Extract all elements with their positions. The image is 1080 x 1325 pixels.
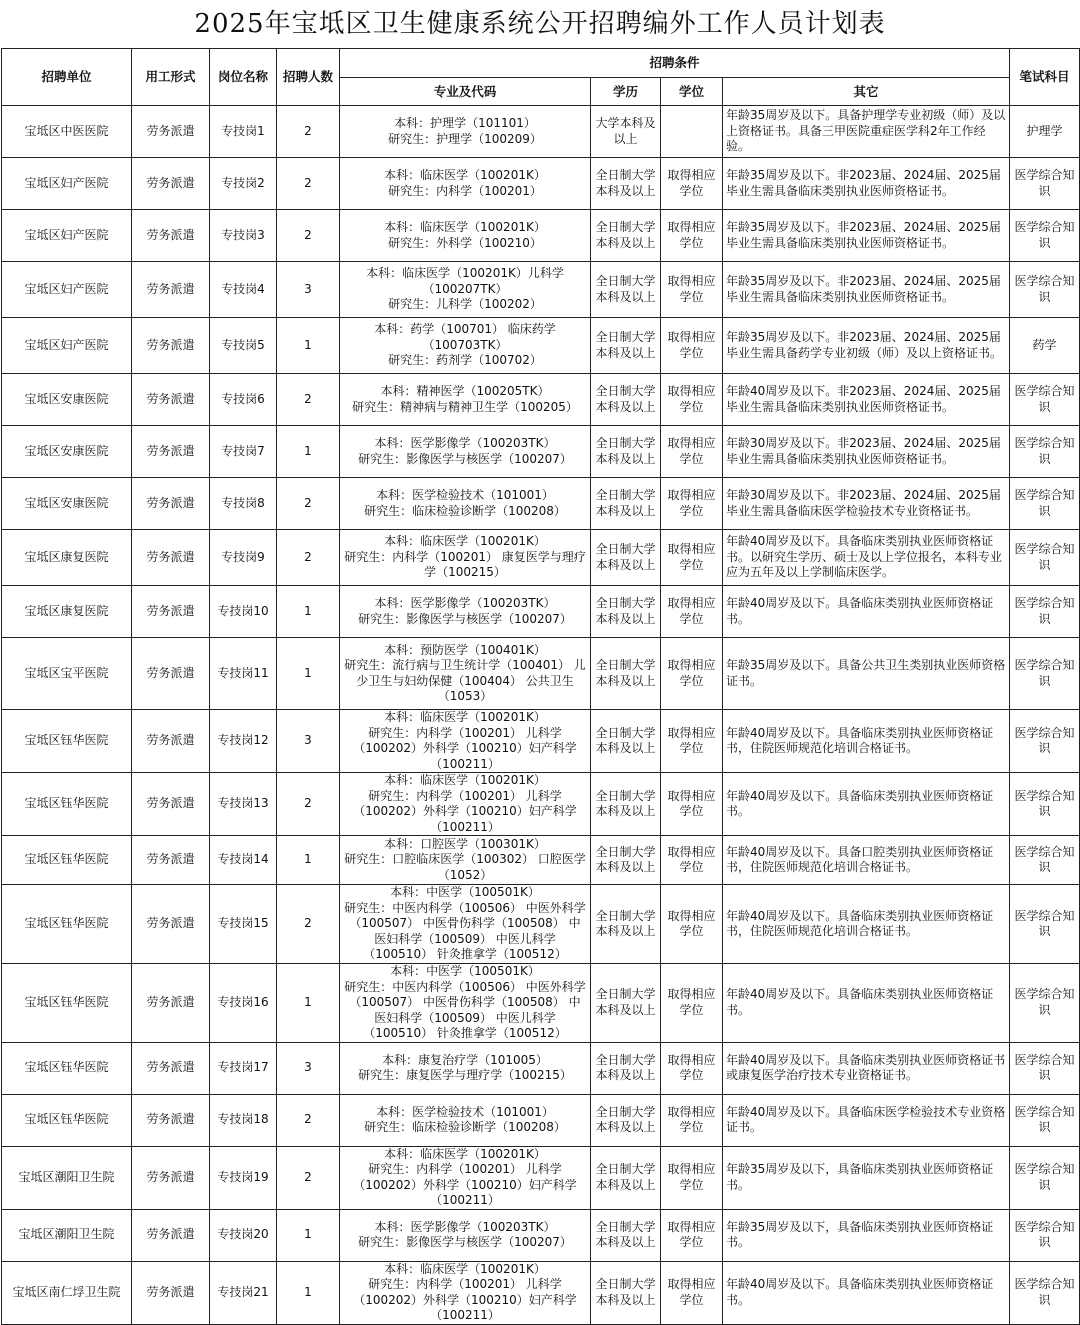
cell-post: 专技岗4 bbox=[210, 262, 277, 318]
table-row bbox=[2, 262, 1080, 318]
cell-other: 年龄35周岁及以下。非2023届、2024届、2025届毕业生需具备临床类别执业医师资格证书。 bbox=[723, 210, 1010, 262]
cell-form: 劳务派遣 bbox=[132, 158, 210, 210]
cell-post: 专技岗10 bbox=[210, 586, 277, 638]
cell-unit: 宝坻区潮阳卫生院 bbox=[2, 1209, 132, 1261]
cell-exam: 医学综合知识 bbox=[1010, 964, 1080, 1043]
cell-degree bbox=[661, 106, 723, 158]
cell-edu: 全日制大学本科及以上 bbox=[591, 964, 661, 1043]
cell-unit: 宝坻区妇产医院 bbox=[2, 318, 132, 374]
major-undergrad-line: 本科：医学影像学（100203TK） bbox=[374, 596, 556, 610]
cell-post: 专技岗17 bbox=[210, 1042, 277, 1094]
cell-unit: 宝坻区钰华医院 bbox=[2, 710, 132, 773]
cell-count: 1 bbox=[277, 426, 340, 478]
cell-exam: 医学综合知识 bbox=[1010, 530, 1080, 586]
cell-exam: 医学综合知识 bbox=[1010, 836, 1080, 885]
table-row bbox=[2, 318, 1080, 374]
cell-degree: 取得相应学位 bbox=[661, 1094, 723, 1146]
header-conditions: 招聘条件 bbox=[340, 49, 1010, 78]
major-postgrad-line: 研究生：康复医学与理疗学（100215） bbox=[358, 1068, 572, 1082]
cell-form: 劳务派遣 bbox=[132, 478, 210, 530]
cell-degree: 取得相应学位 bbox=[661, 158, 723, 210]
major-undergrad-line: 本科：临床医学（100201K） bbox=[384, 168, 546, 182]
table-row bbox=[2, 885, 1080, 964]
cell-major bbox=[340, 1261, 591, 1324]
cell-unit: 宝坻区潮阳卫生院 bbox=[2, 1146, 132, 1209]
cell-post: 专技岗13 bbox=[210, 773, 277, 836]
cell-count: 3 bbox=[277, 710, 340, 773]
cell-exam: 医学综合知识 bbox=[1010, 374, 1080, 426]
cell-major bbox=[340, 1094, 591, 1146]
cell-exam: 医学综合知识 bbox=[1010, 478, 1080, 530]
cell-edu: 全日制大学本科及以上 bbox=[591, 885, 661, 964]
table-row bbox=[2, 426, 1080, 478]
cell-edu: 全日制大学本科及以上 bbox=[591, 530, 661, 586]
cell-other: 年龄35周岁及以下。具备公共卫生类别执业医师资格证书。 bbox=[723, 638, 1010, 710]
cell-count: 1 bbox=[277, 1261, 340, 1324]
major-undergrad-line: 本科：预防医学（100401K） bbox=[384, 642, 546, 657]
cell-post: 专技岗20 bbox=[210, 1209, 277, 1261]
cell-major bbox=[340, 318, 591, 374]
cell-major bbox=[340, 885, 591, 964]
page-title: 2025年宝坻区卫生健康系统公开招聘编外工作人员计划表 bbox=[194, 9, 886, 39]
cell-degree: 取得相应学位 bbox=[661, 964, 723, 1043]
cell-exam: 医学综合知识 bbox=[1010, 638, 1080, 710]
cell-unit: 宝坻区钰华医院 bbox=[2, 885, 132, 964]
cell-unit: 宝坻区妇产医院 bbox=[2, 158, 132, 210]
major-postgrad-line: 研究生：内科学（100201） 儿科学（100202）外科学（100210）妇产科学（100211） bbox=[353, 1162, 577, 1207]
cell-unit: 宝坻区钰华医院 bbox=[2, 836, 132, 885]
cell-unit: 宝坻区安康医院 bbox=[2, 426, 132, 478]
cell-post: 专技岗12 bbox=[210, 710, 277, 773]
table-row bbox=[2, 586, 1080, 638]
major-postgrad-line: 研究生：内科学（100201） 儿科学（100202）外科学（100210）妇产科学（100211） bbox=[353, 725, 577, 771]
header-major: 专业及代码 bbox=[340, 78, 591, 106]
cell-count: 2 bbox=[277, 1146, 340, 1209]
cell-other: 年龄35周岁及以下，具备临床类别执业医师资格证书。 bbox=[723, 1209, 1010, 1261]
cell-degree: 取得相应学位 bbox=[661, 836, 723, 885]
table-row bbox=[2, 210, 1080, 262]
cell-count: 2 bbox=[277, 374, 340, 426]
major-postgrad-line: 研究生：影像医学与核医学（100207） bbox=[358, 611, 572, 626]
cell-post: 专技岗16 bbox=[210, 964, 277, 1043]
cell-degree: 取得相应学位 bbox=[661, 318, 723, 374]
cell-unit: 宝坻区康复医院 bbox=[2, 530, 132, 586]
cell-other: 年龄40周岁及以下。具备口腔类别执业医师资格证书，住院医师规范化培训合格证书。 bbox=[723, 836, 1010, 885]
cell-major bbox=[340, 1209, 591, 1261]
cell-edu: 全日制大学本科及以上 bbox=[591, 318, 661, 374]
cell-exam: 医学综合知识 bbox=[1010, 773, 1080, 836]
cell-count: 1 bbox=[277, 1209, 340, 1261]
cell-exam: 医学综合知识 bbox=[1010, 710, 1080, 773]
major-postgrad-line: 研究生：内科学（100201） 康复医学与理疗学（100215） bbox=[344, 549, 586, 580]
major-undergrad-line: 本科：口腔医学（100301K） bbox=[384, 836, 546, 851]
cell-degree: 取得相应学位 bbox=[661, 1209, 723, 1261]
cell-major bbox=[340, 586, 591, 638]
cell-major bbox=[340, 773, 591, 836]
cell-form: 劳务派遣 bbox=[132, 586, 210, 638]
header-exam: 笔试科目 bbox=[1010, 49, 1080, 106]
cell-post: 专技岗18 bbox=[210, 1094, 277, 1146]
header-count: 招聘人数 bbox=[277, 49, 340, 106]
major-undergrad-line: 本科：康复治疗学（101005） bbox=[382, 1052, 548, 1067]
cell-edu: 全日制大学本科及以上 bbox=[591, 586, 661, 638]
cell-major bbox=[340, 374, 591, 426]
cell-count: 2 bbox=[277, 478, 340, 530]
major-postgrad-line: 研究生：护理学（100209） bbox=[388, 131, 542, 146]
recruitment-plan-table bbox=[1, 48, 1080, 1325]
cell-count: 2 bbox=[277, 530, 340, 586]
cell-other: 年龄30周岁及以下。非2023届、2024届、2025届毕业生需具备临床类别执业医师资格证书。 bbox=[723, 426, 1010, 478]
cell-major bbox=[340, 478, 591, 530]
major-postgrad-line: 研究生：口腔临床医学（100302） 口腔医学（1052） bbox=[344, 852, 586, 882]
cell-degree: 取得相应学位 bbox=[661, 426, 723, 478]
major-postgrad-line: 研究生：流行病与卫生统计学（100401） 儿少卫生与妇幼保健（100404） 公共卫生（1053） bbox=[344, 658, 586, 703]
cell-unit: 宝坻区钰华医院 bbox=[2, 1042, 132, 1094]
cell-other: 年龄40周岁及以下。具备临床类别执业医师资格证书。 bbox=[723, 964, 1010, 1043]
table-row bbox=[2, 710, 1080, 773]
cell-unit: 宝坻区康复医院 bbox=[2, 586, 132, 638]
cell-degree: 取得相应学位 bbox=[661, 1261, 723, 1324]
major-postgrad-line: 研究生：中医内科学（100506） 中医外科学（100507） 中医骨伤科学（100508） 中医妇科学（100509） 中医儿科学（100510） 针灸推拿学（100512） bbox=[344, 900, 586, 962]
cell-edu: 全日制大学本科及以上 bbox=[591, 1209, 661, 1261]
cell-form: 劳务派遣 bbox=[132, 1261, 210, 1324]
cell-form: 劳务派遣 bbox=[132, 710, 210, 773]
cell-exam: 医学综合知识 bbox=[1010, 885, 1080, 964]
cell-edu: 全日制大学本科及以上 bbox=[591, 1042, 661, 1094]
cell-degree: 取得相应学位 bbox=[661, 374, 723, 426]
table-row bbox=[2, 1209, 1080, 1261]
cell-post: 专技岗6 bbox=[210, 374, 277, 426]
cell-other: 年龄40周岁及以下。具备临床医学检验技术专业资格证书。 bbox=[723, 1094, 1010, 1146]
cell-post: 专技岗11 bbox=[210, 638, 277, 710]
cell-unit: 宝坻区安康医院 bbox=[2, 374, 132, 426]
cell-exam: 医学综合知识 bbox=[1010, 262, 1080, 318]
cell-other: 年龄30周岁及以下。非2023届、2024届、2025届毕业生需具备临床医学检验技术专业资格证书。 bbox=[723, 478, 1010, 530]
cell-unit: 宝坻区钰华医院 bbox=[2, 773, 132, 836]
cell-unit: 宝坻区妇产医院 bbox=[2, 262, 132, 318]
table-row bbox=[2, 638, 1080, 710]
cell-other: 年龄40周岁及以下。具备临床类别执业医师资格证书或康复医学治疗技术专业资格证书。 bbox=[723, 1042, 1010, 1094]
major-undergrad-line: 本科：临床医学（100201K） bbox=[384, 773, 546, 787]
cell-unit: 宝坻区妇产医院 bbox=[2, 210, 132, 262]
cell-degree: 取得相应学位 bbox=[661, 885, 723, 964]
cell-unit: 宝坻区钰华医院 bbox=[2, 964, 132, 1043]
cell-count: 3 bbox=[277, 1042, 340, 1094]
major-undergrad-line: 本科：医学检验技术（101001） bbox=[376, 1104, 554, 1119]
table-row bbox=[2, 1042, 1080, 1094]
table-body bbox=[2, 106, 1080, 1325]
cell-major bbox=[340, 262, 591, 318]
major-undergrad-line: 本科：临床医学（100201K） bbox=[384, 1261, 546, 1276]
major-undergrad-line: 本科：护理学（101101） bbox=[394, 116, 536, 130]
major-postgrad-line: 研究生：影像医学与核医学（100207） bbox=[358, 1235, 572, 1249]
cell-form: 劳务派遣 bbox=[132, 836, 210, 885]
cell-exam: 医学综合知识 bbox=[1010, 210, 1080, 262]
table-row bbox=[2, 158, 1080, 210]
cell-post: 专技岗5 bbox=[210, 318, 277, 374]
cell-post: 专技岗7 bbox=[210, 426, 277, 478]
header-other: 其它 bbox=[723, 78, 1010, 106]
table-row bbox=[2, 1261, 1080, 1324]
cell-degree: 取得相应学位 bbox=[661, 1042, 723, 1094]
cell-major bbox=[340, 836, 591, 885]
cell-other: 年龄40周岁及以下。具备临床类别执业医师资格证书，住院医师规范化培训合格证书。 bbox=[723, 885, 1010, 964]
table-row bbox=[2, 964, 1080, 1043]
cell-edu: 全日制大学本科及以上 bbox=[591, 1146, 661, 1209]
cell-form: 劳务派遣 bbox=[132, 1042, 210, 1094]
cell-exam: 医学综合知识 bbox=[1010, 1042, 1080, 1094]
cell-major bbox=[340, 210, 591, 262]
cell-exam: 医学综合知识 bbox=[1010, 1146, 1080, 1209]
major-postgrad-line: 研究生：中医内科学（100506） 中医外科学（100507） 中医骨伤科学（100508） 中医妇科学（100509） 中医儿科学（100510） 针灸推拿学（100512） bbox=[344, 979, 586, 1040]
cell-count: 1 bbox=[277, 836, 340, 885]
cell-post: 专技岗1 bbox=[210, 106, 277, 158]
cell-other: 年龄35周岁及以下，具备临床类别执业医师资格证书。 bbox=[723, 1146, 1010, 1209]
cell-post: 专技岗19 bbox=[210, 1146, 277, 1209]
cell-other: 年龄40周岁及以下。具备临床类别执业医师资格证书。 bbox=[723, 586, 1010, 638]
major-postgrad-line: 研究生：临床检验诊断学（100208） bbox=[364, 503, 566, 518]
major-undergrad-line: 本科：药学（100701） 临床药学（100703TK） bbox=[374, 322, 556, 352]
cell-other: 年龄35周岁及以下。非2023届、2024届、2025届毕业生需具备临床类别执业医师资格证书。 bbox=[723, 262, 1010, 318]
major-postgrad-line: 研究生：精神病与精神卫生学（100205） bbox=[352, 399, 578, 414]
cell-unit: 宝坻区安康医院 bbox=[2, 478, 132, 530]
cell-major bbox=[340, 710, 591, 773]
major-postgrad-line: 研究生：药剂学（100702） bbox=[388, 353, 542, 368]
header-post: 岗位名称 bbox=[210, 49, 277, 106]
cell-major bbox=[340, 158, 591, 210]
cell-degree: 取得相应学位 bbox=[661, 262, 723, 318]
table-row bbox=[2, 478, 1080, 530]
major-undergrad-line: 本科：中医学（100501K） bbox=[390, 885, 540, 900]
cell-edu: 全日制大学本科及以上 bbox=[591, 638, 661, 710]
cell-count: 2 bbox=[277, 1094, 340, 1146]
table-row bbox=[2, 530, 1080, 586]
cell-other: 年龄35周岁及以下。非2023届、2024届、2025届毕业生需具备药学专业初级（师）及以上资格证书。 bbox=[723, 318, 1010, 374]
cell-unit: 宝坻区宝平医院 bbox=[2, 638, 132, 710]
cell-other: 年龄35周岁及以下。非2023届、2024届、2025届毕业生需具备临床类别执业医师资格证书。 bbox=[723, 158, 1010, 210]
cell-post: 专技岗15 bbox=[210, 885, 277, 964]
cell-count: 1 bbox=[277, 964, 340, 1043]
major-postgrad-line: 研究生：内科学（100201） bbox=[388, 183, 542, 198]
cell-edu: 全日制大学本科及以上 bbox=[591, 1261, 661, 1324]
cell-form: 劳务派遣 bbox=[132, 210, 210, 262]
cell-post: 专技岗8 bbox=[210, 478, 277, 530]
cell-form: 劳务派遣 bbox=[132, 374, 210, 426]
cell-post: 专技岗14 bbox=[210, 836, 277, 885]
cell-exam: 药学 bbox=[1010, 318, 1080, 374]
cell-major bbox=[340, 530, 591, 586]
cell-other: 年龄40周岁及以下。具备临床类别执业医师资格证书。以研究生学历、硕士及以上学位报名，本科专业应为五年及以上学制临床医学。 bbox=[723, 530, 1010, 586]
cell-edu: 全日制大学本科及以上 bbox=[591, 158, 661, 210]
major-undergrad-line: 本科：中医学（100501K） bbox=[390, 964, 540, 978]
cell-edu: 全日制大学本科及以上 bbox=[591, 478, 661, 530]
major-undergrad-line: 本科：临床医学（100201K） bbox=[384, 1146, 546, 1161]
cell-post: 专技岗3 bbox=[210, 210, 277, 262]
major-postgrad-line: 研究生：内科学（100201） 儿科学（100202）外科学（100210）妇产科学（100211） bbox=[353, 1277, 577, 1322]
cell-edu: 全日制大学本科及以上 bbox=[591, 773, 661, 836]
cell-count: 1 bbox=[277, 638, 340, 710]
cell-unit: 宝坻区中医医院 bbox=[2, 106, 132, 158]
cell-count: 2 bbox=[277, 106, 340, 158]
cell-major bbox=[340, 964, 591, 1043]
cell-exam: 医学综合知识 bbox=[1010, 1094, 1080, 1146]
cell-edu: 全日制大学本科及以上 bbox=[591, 426, 661, 478]
table-row bbox=[2, 374, 1080, 426]
cell-exam: 医学综合知识 bbox=[1010, 586, 1080, 638]
cell-form: 劳务派遣 bbox=[132, 530, 210, 586]
cell-unit: 宝坻区钰华医院 bbox=[2, 1094, 132, 1146]
cell-form: 劳务派遣 bbox=[132, 106, 210, 158]
cell-exam: 护理学 bbox=[1010, 106, 1080, 158]
major-undergrad-line: 本科：医学检验技术（101001） bbox=[376, 488, 554, 502]
cell-degree: 取得相应学位 bbox=[661, 210, 723, 262]
cell-degree: 取得相应学位 bbox=[661, 1146, 723, 1209]
table-row bbox=[2, 836, 1080, 885]
major-undergrad-line: 本科：医学影像学（100203TK） bbox=[374, 436, 556, 450]
cell-post: 专技岗21 bbox=[210, 1261, 277, 1324]
cell-major bbox=[340, 106, 591, 158]
cell-count: 1 bbox=[277, 318, 340, 374]
cell-form: 劳务派遣 bbox=[132, 773, 210, 836]
table-header bbox=[2, 49, 1080, 106]
cell-other: 年龄40周岁及以下。具备临床类别执业医师资格证书。 bbox=[723, 1261, 1010, 1324]
cell-degree: 取得相应学位 bbox=[661, 586, 723, 638]
cell-count: 2 bbox=[277, 885, 340, 964]
cell-form: 劳务派遣 bbox=[132, 1094, 210, 1146]
cell-edu: 全日制大学本科及以上 bbox=[591, 710, 661, 773]
cell-exam: 医学综合知识 bbox=[1010, 426, 1080, 478]
header-degree: 学位 bbox=[661, 78, 723, 106]
cell-other: 年龄40周岁及以下。具备临床类别执业医师资格证书，住院医师规范化培训合格证书。 bbox=[723, 710, 1010, 773]
major-undergrad-line: 本科：精神医学（100205TK） bbox=[380, 384, 550, 398]
cell-form: 劳务派遣 bbox=[132, 885, 210, 964]
cell-other: 年龄40周岁及以下。具备临床类别执业医师资格证书。 bbox=[723, 773, 1010, 836]
table-row bbox=[2, 1094, 1080, 1146]
cell-unit: 宝坻区南仁垺卫生院 bbox=[2, 1261, 132, 1324]
header-edu: 学历 bbox=[591, 78, 661, 106]
major-postgrad-line: 研究生：内科学（100201） 儿科学（100202）外科学（100210）妇产科学（100211） bbox=[353, 788, 577, 834]
cell-edu: 全日制大学本科及以上 bbox=[591, 262, 661, 318]
major-undergrad-line: 本科：临床医学（100201K）儿科学（100207TK） bbox=[366, 266, 564, 296]
cell-major bbox=[340, 1042, 591, 1094]
cell-post: 专技岗9 bbox=[210, 530, 277, 586]
cell-form: 劳务派遣 bbox=[132, 262, 210, 318]
cell-count: 2 bbox=[277, 773, 340, 836]
cell-form: 劳务派遣 bbox=[132, 964, 210, 1043]
cell-edu: 大学本科及以上 bbox=[591, 106, 661, 158]
major-postgrad-line: 研究生：儿科学（100202） bbox=[388, 297, 542, 312]
cell-form: 劳务派遣 bbox=[132, 1209, 210, 1261]
cell-count: 2 bbox=[277, 210, 340, 262]
cell-edu: 全日制大学本科及以上 bbox=[591, 210, 661, 262]
cell-form: 劳务派遣 bbox=[132, 1146, 210, 1209]
table-row bbox=[2, 106, 1080, 158]
major-postgrad-line: 研究生：影像医学与核医学（100207） bbox=[358, 451, 572, 466]
cell-degree: 取得相应学位 bbox=[661, 530, 723, 586]
header-unit: 招聘单位 bbox=[2, 49, 132, 106]
cell-edu: 全日制大学本科及以上 bbox=[591, 1094, 661, 1146]
cell-degree: 取得相应学位 bbox=[661, 773, 723, 836]
cell-exam: 医学综合知识 bbox=[1010, 1209, 1080, 1261]
cell-form: 劳务派遣 bbox=[132, 426, 210, 478]
major-undergrad-line: 本科：临床医学（100201K） bbox=[384, 710, 546, 724]
cell-major bbox=[340, 1146, 591, 1209]
cell-form: 劳务派遣 bbox=[132, 318, 210, 374]
cell-count: 1 bbox=[277, 586, 340, 638]
cell-other: 年龄35周岁及以下。具备护理学专业初级（师）及以上资格证书。具备三甲医院重症医学科2年工作经验。 bbox=[723, 106, 1010, 158]
cell-count: 3 bbox=[277, 262, 340, 318]
cell-count: 2 bbox=[277, 158, 340, 210]
cell-major bbox=[340, 426, 591, 478]
cell-edu: 全日制大学本科及以上 bbox=[591, 374, 661, 426]
major-undergrad-line: 本科：临床医学（100201K） bbox=[384, 534, 546, 549]
cell-major bbox=[340, 638, 591, 710]
cell-degree: 取得相应学位 bbox=[661, 638, 723, 710]
table-row bbox=[2, 1146, 1080, 1209]
header-form: 用工形式 bbox=[132, 49, 210, 106]
major-postgrad-line: 研究生：外科学（100210） bbox=[388, 235, 542, 250]
major-undergrad-line: 本科：临床医学（100201K） bbox=[384, 220, 546, 234]
cell-exam: 医学综合知识 bbox=[1010, 158, 1080, 210]
cell-edu: 全日制大学本科及以上 bbox=[591, 836, 661, 885]
cell-other: 年龄40周岁及以下。非2023届、2024届、2025届毕业生需具备临床类别执业医师资格证书。 bbox=[723, 374, 1010, 426]
cell-degree: 取得相应学位 bbox=[661, 710, 723, 773]
cell-post: 专技岗2 bbox=[210, 158, 277, 210]
cell-exam: 医学综合知识 bbox=[1010, 1261, 1080, 1324]
cell-form: 劳务派遣 bbox=[132, 638, 210, 710]
major-undergrad-line: 本科：医学影像学（100203TK） bbox=[374, 1219, 556, 1234]
table-row bbox=[2, 773, 1080, 836]
major-postgrad-line: 研究生：临床检验诊断学（100208） bbox=[364, 1120, 566, 1134]
cell-degree: 取得相应学位 bbox=[661, 478, 723, 530]
